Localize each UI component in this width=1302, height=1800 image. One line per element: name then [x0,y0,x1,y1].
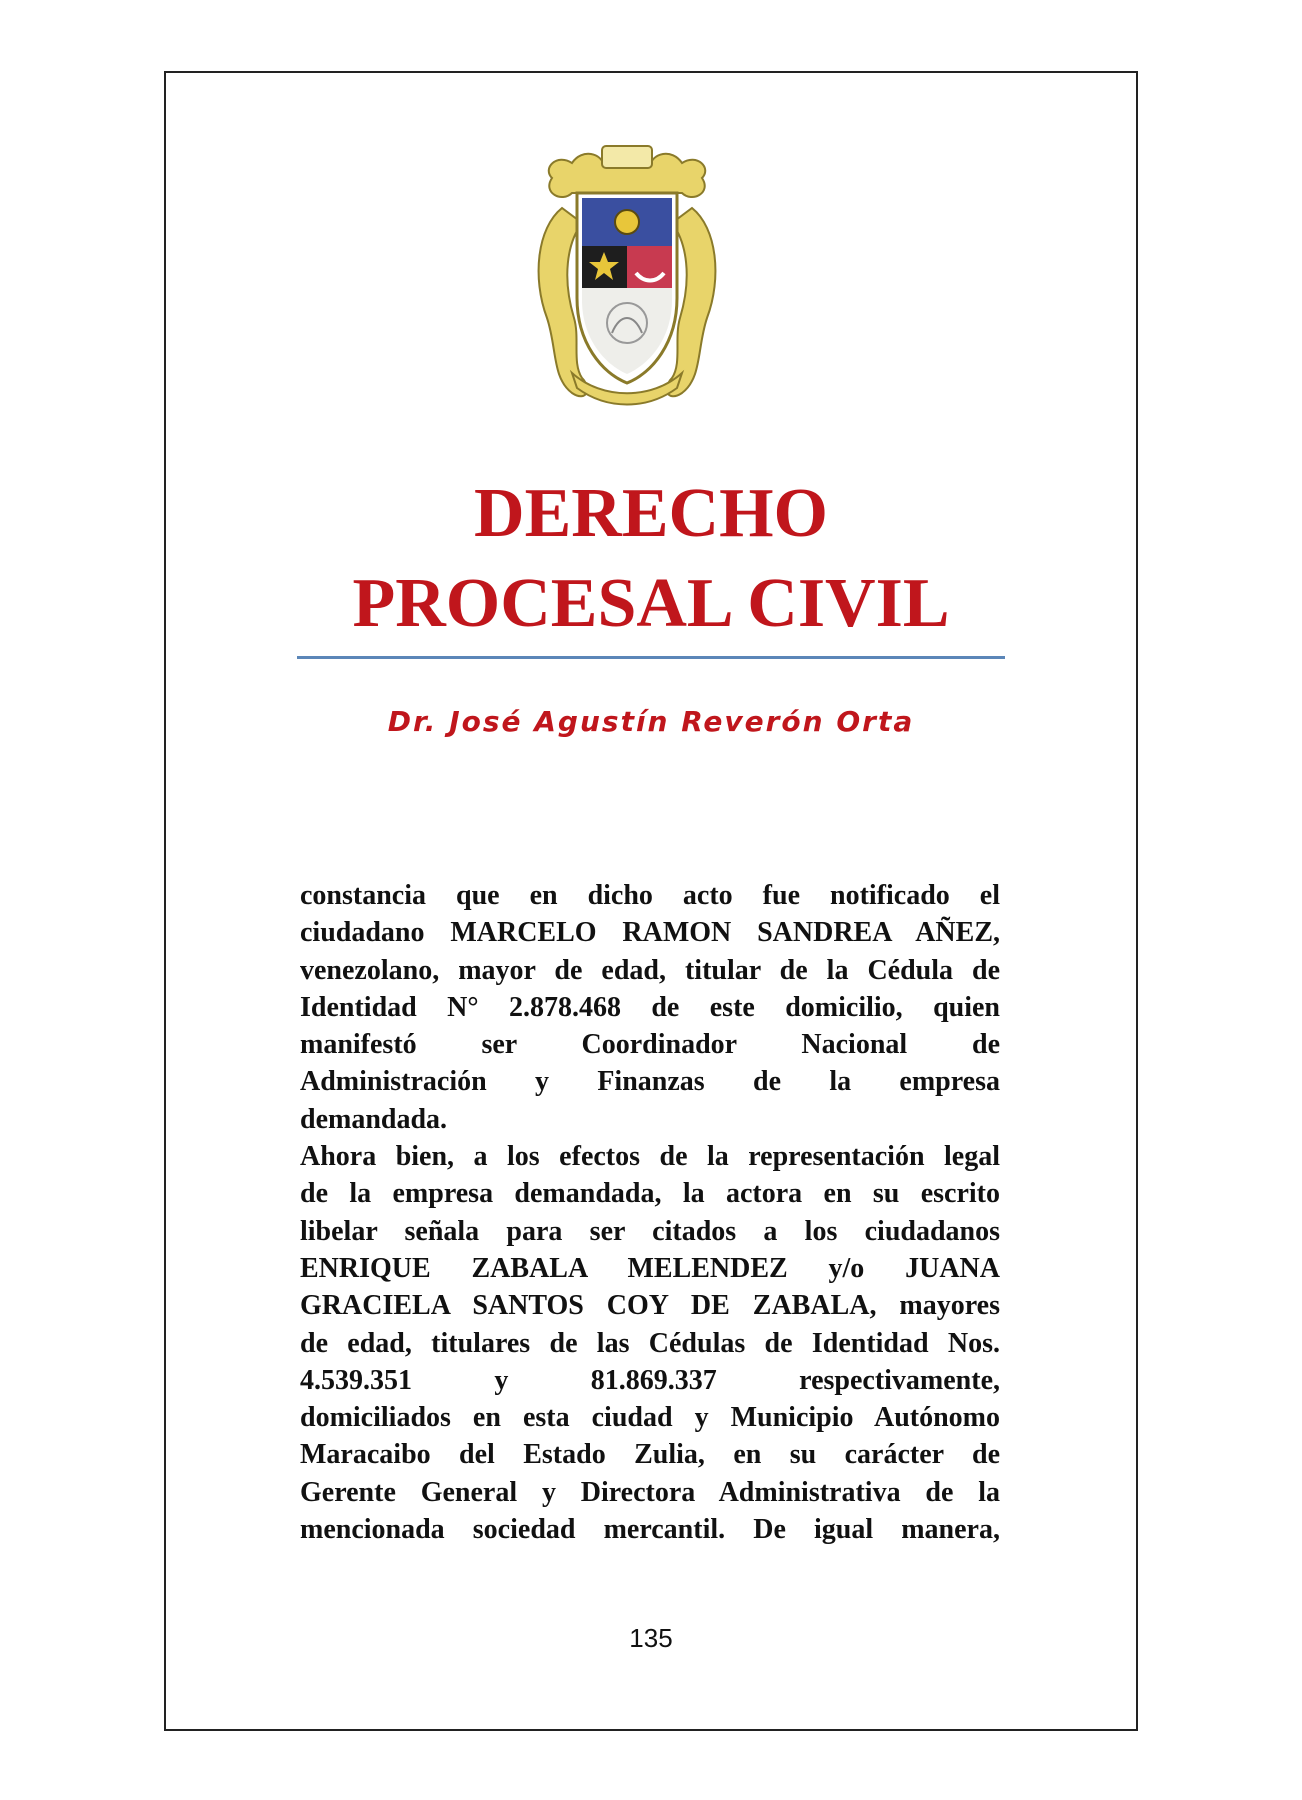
title-line-1: DERECHO [474,475,828,552]
body-line: Gerente General y Directora Administrativa de la [300,1476,1000,1508]
body-line: Administración y Finanzas de la empresa [300,1066,1000,1098]
body-line: ENRIQUE ZABALA MELENDEZ y/o JUANA [300,1252,1000,1284]
body-line: GRACIELA SANTOS COY DE ZABALA, mayores [300,1290,1000,1322]
body-line: Maracaibo del Estado Zulia, en su carácter de [300,1439,1000,1471]
body-paragraph [300,877,1000,1548]
body-line: 4.539.351 y 81.869.337 respectivamente, [300,1364,1000,1396]
body-line: Ahora bien, a los efectos de la representación legal [300,1141,1000,1173]
coat-of-arms-emblem [532,138,722,410]
title-line-2: PROCESAL CIVIL [352,565,950,642]
body-line: constancia que en dicho acto fue notificado el [300,880,1000,911]
body-line: de edad, titulares de las Cédulas de Identidad Nos. [300,1327,1000,1359]
title-underline [297,656,1005,659]
body-line: libelar señala para ser citados a los ciudadanos [300,1215,1000,1247]
body-line: demandada. [300,1103,448,1135]
body-line: domiciliados en esta ciudad y Municipio Autónomo [300,1402,1000,1434]
page-number: 135 [629,1623,673,1653]
body-line: venezolano, mayor de edad, titular de la Cédula de [300,954,1000,986]
body-line: ciudadano MARCELO RAMON SANDREA AÑEZ, [300,917,1000,949]
body-line: manifestó ser Coordinador Nacional de [300,1029,1000,1061]
body-line: de la empresa demandada, la actora en su escrito [300,1178,1000,1210]
body-line: mencionada sociedad mercantil. De igual manera, [300,1514,1000,1546]
body-line: Identidad N° 2.878.468 de este domicilio, quien [300,991,1000,1023]
author-name: Dr. José Agustín Reverón Orta [387,705,915,738]
